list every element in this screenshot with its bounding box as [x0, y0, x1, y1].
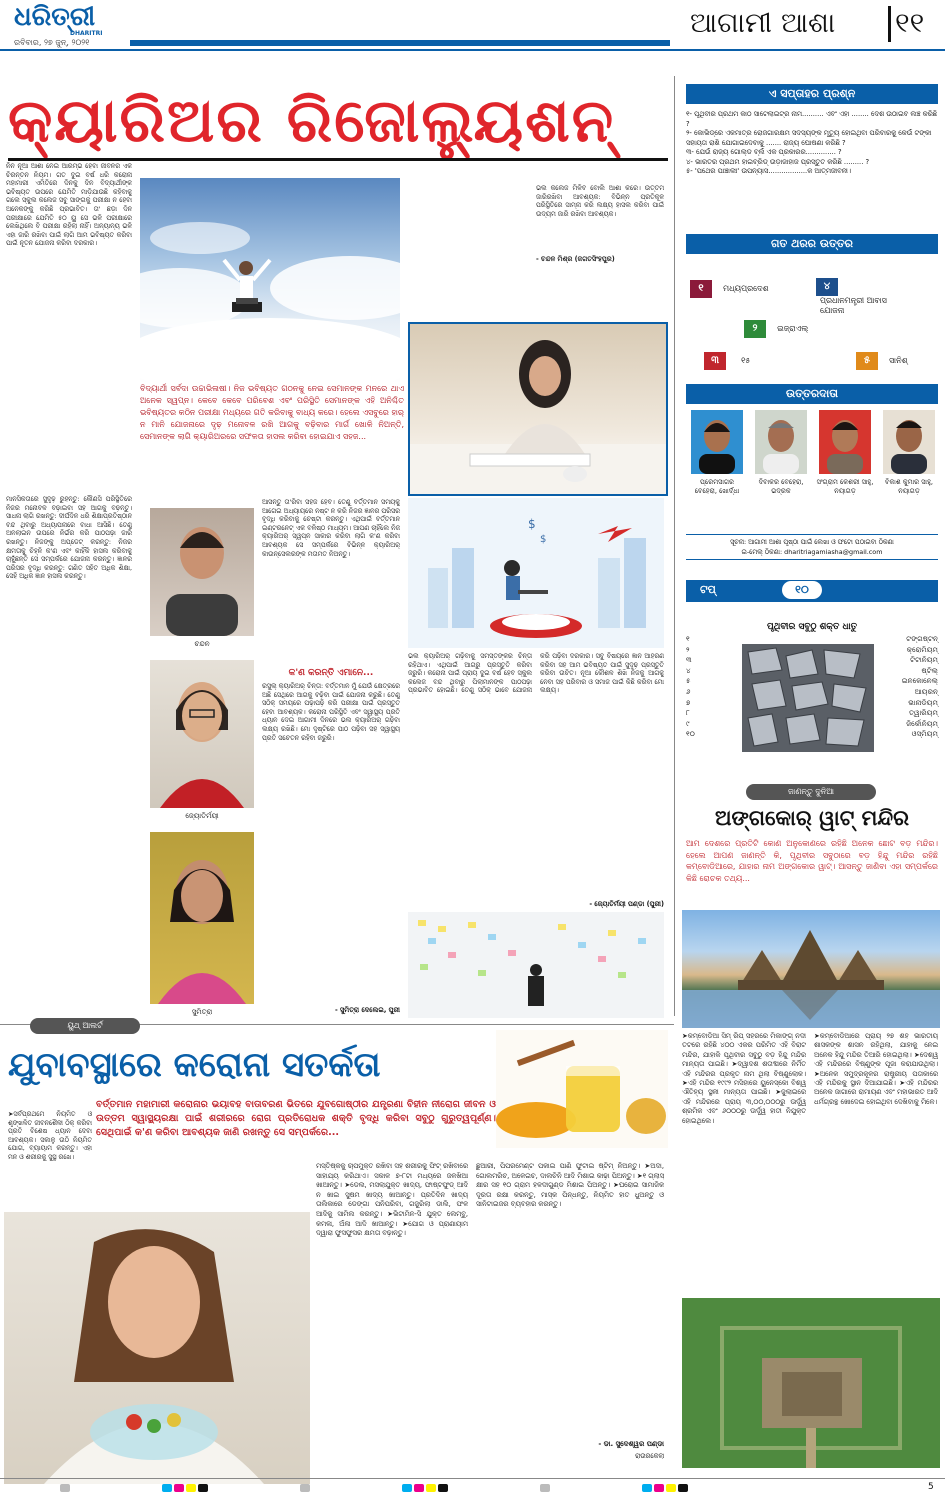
list-number: ୭ — [686, 697, 691, 707]
answer-number: ୫ — [856, 352, 878, 370]
article-col4: ଭଲ କ୍ୟାରିଅର୍ ଗଢ଼ିବାକୁ ସମସ୍ତଙ୍କର ଚିନ୍ତା ରହିଥାଏ। ଏଥିପାଇଁ ଆଗରୁ ପ୍ରସ୍ତୁତି କରିବା ଜରୁରି। କରୋନା ପାଇଁ ପ୍ରାୟ ଦୁଇ ବର୍ଷ ହେବ ସ୍କୁଲ କଲେଜ ବନ୍ଦ ଥିବାରୁ ପିଲାମାନଙ୍କ ପାଠପଢ଼ା ପ୍ରଭାବିତ ହୋଇଛି। ତେଣୁ ସଠିକ୍ ଭାବେ ଯୋଜନା କରି ପଢ଼ିବା ଦରକାର। ସବୁ ବିଷୟରେ ଜ୍ଞାନ ଆହରଣ କରିବା ସହ ଆମ ଭବିଷ୍ୟତ ପାଇଁ ସୁଦୃଢ଼ ପ୍ରସ୍ତୁତି କରିବା ଉଚିତ। ନୂଆ କୌଶଳ ଶିଖି ନିଜକୁ ଆଗକୁ ନେବା ସହ ପରିବାର ଓ ସମାଜ ପାଇଁ କିଛି କରିବା ମୋ ଲକ୍ଷ୍ୟ। — [408, 652, 664, 695]
main-headline: କ୍ୟାରିଅର ରିଜୋଲ୍ୟୁଶନ୍‌ — [8, 86, 616, 156]
reg-mark — [642, 1484, 652, 1492]
answer-1 — [690, 278, 800, 298]
reg-mark — [174, 1484, 184, 1492]
hero-cloud-image — [140, 178, 400, 383]
reg-mark — [162, 1484, 172, 1492]
answer-number: ୧ — [690, 280, 712, 298]
masthead-date: ରବିବାର, ୨୭ ଜୁନ୍, ୨୦୨୧ — [14, 38, 90, 47]
article-col4-byline: - ଜ୍ୟୋତିର୍ମୟୀ ପଣ୍ଡା (ପୁରୀ) — [589, 900, 664, 908]
youth-tag: ୟୁଥ୍ ଆଲର୍ଟ — [30, 1018, 140, 1034]
svg-text:$: $ — [540, 534, 547, 545]
temple-aerial-photo — [682, 1298, 940, 1468]
answer-text: ପ୍ରଧାନମନ୍ତ୍ରୀ ଆବାସ ଯୋଜନା — [820, 296, 887, 315]
winner-card — [752, 410, 810, 496]
list-number: ୧୦ — [686, 729, 695, 739]
youth-col3: ଛୁଆରୀ, ପିପରମେଣ୍ଟ ପକାଇ ପାଣି ଫୁଟାଇ ଷ୍ଟିମ୍ ନିଅନ୍ତୁ। ➤ଅଦା, ଗୋଲମରିଚ, ଅଳେଇଚ, ଦାଲଚିନି ଆଦି ମିଶାଇ କାଢ଼ା ପିଅନ୍ତୁ। ➤୧ ଗ୍ଲାସ୍ କ୍ଷୀର ସହ ୧୦ ଗ୍ରାମ ହଳଦୀଗୁଣ୍ଡ ମିଶାଇ ପିଅନ୍ତୁ। ➤ଘରୋଇ ସାମାଜିକ ଦୂରତା ରକ୍ଷା କରନ୍ତୁ, ମାସ୍କ ପିନ୍ଧନ୍ତୁ, ନିୟମିତ ହାତ ଧୁଅନ୍ତୁ ଓ ସାନିଟାଇଜର ବ୍ୟବହାର କରନ୍ତୁ। — [476, 1162, 664, 1209]
metal-name: ଆୟରନ୍ — [914, 686, 938, 696]
winner-photo — [691, 410, 743, 474]
person-photo-chandan — [150, 508, 254, 636]
youth-col1: ➤ସର୍ବପ୍ରଥମେ ନିୟମିତ ଓ ଶୃଙ୍ଖଳିତ ଜୀବନଶୈଳୀ ଠିକ୍ କରିବା ପ୍ରତି ବିଶେଷ ଧ୍ୟାନ ଦେବା ଆବଶ୍ୟକ। ସକାଳୁ ଉଠି ନିୟମିତ ଯୋଗ, ବ୍ୟାୟାମ କରନ୍ତୁ। ଏହା ମନ ଓ ଶରୀରକୁ ସୁସ୍ଥ ରଖେ। — [8, 1110, 92, 1161]
masthead-divider — [888, 6, 891, 42]
quiz-questions — [686, 110, 938, 228]
youth-byline: - ଡା. ସୁଦେଶ୍ୱର ପଣ୍ଡା — [598, 1440, 664, 1448]
temple-title: ଅଙ୍ଗକୋର୍ ୱାଟ୍ ମନ୍ଦିର — [714, 806, 910, 830]
list-number: ୧ — [686, 634, 690, 643]
temple-photo — [682, 910, 940, 1028]
contact-email: ଇ-ମେଲ୍ ଠିକଣା: dharitriagamiasha@gmail.com — [741, 548, 883, 556]
masthead — [0, 0, 945, 50]
list-number: ୫ — [686, 676, 691, 686]
winner-photo — [819, 410, 871, 474]
winner-name: ବିକାଶ କୁମାର ସାହୁ, ନୟାଗଡ଼ — [884, 478, 934, 495]
temple-intro: ଆମ ଦେଶରେ ପ୍ରତିଟି କୋଣ ଅନୁକୋଣରେ ରହିଛି ଅନେକ ଛୋଟ ବଡ଼ ମନ୍ଦିର। ହେଲେ ଆପଣ ଜାଣନ୍ତି କି, ପୃଥିବୀର ସବୁଠାରେ ବଡ଼ ହିନ୍ଦୁ ମନ୍ଦିର ରହିଛି କମ୍ବୋଡିଆରେ, ଯାହାର ନାମ ଅଙ୍ଗକୋର ୱାଟ୍। ଆସନ୍ତୁ ଜାଣିବା ଏହା ସମ୍ପର୍କରେ କିଛି ରୋଚକ ତଥ୍ୟ... — [686, 839, 938, 883]
woman-eating-salad-image — [4, 1212, 310, 1484]
knowledge-tag: ଜାଣନ୍ତୁ ଦୁନିଆ — [746, 784, 876, 800]
person-photo-sumitra — [150, 832, 254, 1004]
list-number: ୯ — [686, 718, 690, 728]
top10-list — [686, 634, 938, 762]
quiz-question: ୨- କୋଭିଡ୍‌ରେ ଏକମାତ୍ର ରୋଜଗାରକ୍ଷମ ସଦସ୍ୟଙ୍କ ମୃତ୍ୟୁ ହୋଇଥିବା ପରିବାରକୁ କେଉଁ ଟଙ୍କା ସହାୟତା ରାଶି ଯୋଗାଇଦେବାକୁ ....... ରାଜ୍ୟ ଘୋଷଣା କରିଛି ? — [686, 129, 932, 147]
top10-header — [686, 580, 938, 602]
quiz-question: ୪- ଭାରତର ପ୍ରଥମ ହାଇବ୍ରିଡ୍ ଉଡ଼ାଜାହାଜ ପ୍ରସ୍ତୁତ କରିଛି ......... ? — [686, 157, 870, 166]
winner-name: ପ୍ରେମସାଗର ବେହେରା, ଖୋର୍ଦ୍ଧା — [694, 478, 740, 495]
winner-card — [880, 410, 938, 496]
metal-name: ଟଙ୍ଗଷ୍ଟନ୍ — [906, 634, 938, 643]
metal-name: ଷ୍ଟିଲ୍ — [921, 665, 938, 675]
pull-quote: ବିଦ୍ୟାର୍ଥୀ ସର୍ବଦା ଉଚ୍ଚାଭିଳାଷୀ। ନିଜ ଭବିଷ୍ୟତ ଗଠନକୁ ନେଇ ସେମାନଙ୍କ ମନରେ ଥାଏ ଅନେକ ସ୍ୱପ୍ନ। କେବେ କେବେ ପରିବେଶ ଏବଂ ପରିସ୍ଥିତି ସେମାନଙ୍କ ଏହି ଅନିଶ୍ଚିତ ଭବିଷ୍ୟତର କଠିନ ପରୀକ୍ଷା ମଧ୍ୟରେ ଗତି କରିବାକୁ ବାଧ୍ୟ କରେ। ହେଲେ ଏସବୁରେ ହାର୍ ନ ମାନି ଯୋଜନାରେ ଦୃଢ଼ ମନୋବଳ ରଖି ଆଗକୁ ବଢ଼ିବାର ମାର୍ଗ ଖୋଳି ନିଅନ୍ତି, ସେମାନଙ୍କ ଲାଗି କ୍ୟାରିଅରରେ ସଫଳତା ହାସଲ କରିବା ହୋଇଯାଏ ସହଜ... — [140, 384, 404, 441]
reg-mark — [300, 1484, 310, 1492]
youth-headline: ଯୁବାବସ୍ଥାରେ କରୋନା ସତର୍କତା — [8, 1045, 381, 1085]
winner-photo — [883, 410, 935, 474]
youth-byline-sub: ରାଉରକେଲା — [635, 1452, 664, 1460]
sidebar-divider — [674, 76, 675, 1016]
reg-mark — [654, 1484, 664, 1492]
list-number: ୩ — [686, 655, 692, 665]
metal-name: ଭାନାଡିୟମ୍ — [908, 697, 938, 707]
answer-number: ୩ — [704, 352, 726, 370]
contact-note — [686, 534, 938, 560]
top10-label: ଟପ୍ — [700, 583, 716, 596]
masthead-logo: ଧରିତ୍ରୀ — [14, 2, 96, 32]
answer-3 — [704, 350, 814, 370]
top10-metals — [882, 634, 938, 740]
article-col1: ନିନ ନୂଆ ଆଶା ନେଇ ଆରମ୍ଭ ହେବା ଜୀବନର ଏକ ଚିରନ୍ତନ ନିୟମ। ଗତ ଦୁଇ ବର୍ଷ ଧରି କରୋନା ମହାମାରୀ ଏମିତିରେ ଦିନକୁ ଦିନ ବିଦ୍ୟାର୍ଥୀଙ୍କ ଭବିଷ୍ୟତ ଉପରେ ଯେମିତି ମାଡ଼ିଯାଉଛି କହିବାକୁ ଗଲେ ସ୍କୁଲ କଲେଜ ସବୁ ସାଙ୍ଗକୁ ପରୀକ୍ଷା ନ ହେବା ଅନେକଙ୍କୁ କରିଛି ପ୍ରଭାବିତ। ତା' ଛଡ଼ା ଦିନ ପରୀକ୍ଷାରେ ଯେମିତି ୫୦ ୟୁ ସେ ଭଳି ପରୀକ୍ଷାରେ ଲେଖିଥିଲେ ବି ପରୀକ୍ଷା ରହିଲା ନାହିଁ। ଅନ୍ୟାନ୍ୟ ଭଳି ଏହା ଜାରି ରଖିବା ପାଇଁ ଲାଗି ଆମ ଭବିଷ୍ୟତ କରିବା ପାଇଁ ନୂତନ ଯୋଜନା କରିବା ଦରକାର। — [6, 162, 132, 248]
answer-number: ୨ — [744, 320, 766, 338]
article-col3-b: ରସୁଲ୍ କ୍ୟାରିଅର୍ ଚିନ୍ତା: ବର୍ତ୍ତମାନ ମୁଁ ଯେଉଁ କ୍ଷେତ୍ରରେ ଅଛି ସେଥିରେ ଆଗକୁ ବଢ଼ିବା ପାଇଁ ଯୋଜନା କରୁଛି। ତେଣୁ ସଠିକ୍ ସମୟରେ ପଢ଼ାପଢ଼ି କରି ପରୀକ୍ଷା ପାଇଁ ପ୍ରସ୍ତୁତ ହେବା ଆବଶ୍ୟକ। କରୋନା ପରିସ୍ଥିତି ଏବଂ ସ୍ୱାସ୍ଥ୍ୟ ପ୍ରତି ଧ୍ୟାନ ଦେଇ ଆଗାମୀ ଦିନରେ ଭଲ କ୍ୟାରିଅର୍ ଗଢ଼ିବା ଲକ୍ଷ୍ୟ ରଖିଛି। ମୋ ଦୃଷ୍ଟିରେ ପାଠ ପଢ଼ିବା ସହ ସ୍ୱାସ୍ଥ୍ୟ ପ୍ରତି ସଚେତନ ରହିବା ଜରୁରି। — [262, 682, 400, 742]
article-col1-b: ମାନସିକତାରେ ସୁଦୃଢ଼ ରୁହନ୍ତୁ: କୌଣସି ପରିସ୍ଥିତିରେ ନିଜର ମନୋବଳ ବଢ଼ାଇବା ସହ ଆଗକୁ ବଢ଼ନ୍ତୁ। ସାଧନା ଲାଗି ରଖନ୍ତୁ: ଦୀର୍ଘଦିନ ଧରି ଶିକ୍ଷାପ୍ରତିଷ୍ଠାନ ବନ୍ଦ ଥିବାରୁ ଅଧ୍ୟାପନାରେ ବାଧା ଆସିଛି। ତେଣୁ ଅନଲାଇନ ଉପରେ ନିର୍ଭର କରି ପାଠପଢ଼ା ଜାରି ରଖନ୍ତୁ। ନିଜଙ୍କୁ ଅପ୍‌ଡେଟ୍ କରନ୍ତୁ: ନିଜର କ୍ଷମତାକୁ ଚିହ୍ନି କ'ଣ ଏବଂ କାହିଁକି ହାସଲ କରିବାକୁ ଚାହୁଁଛନ୍ତି ସେ ସମ୍ପର୍କରେ ଯୋଜନା କରନ୍ତୁ। ଜ୍ଞାନର ପରିସର ବୃଦ୍ଧି କରନ୍ତୁ: ଗଣିତ ସହିତ ଅଧିକ ଶିକ୍ଷା, ସେହି ଅଧିକ ଜ୍ଞାନ ହାସଲ କରନ୍ତୁ। — [6, 495, 132, 581]
metal-pieces-image — [742, 644, 874, 752]
list-number: ୮ — [686, 708, 690, 718]
temple-col1: ➤କମ୍ବୋଡିଆ ସିମ୍ ରିପ୍ ସହରରେ ମିକାଙ୍ଗ୍ ନଦୀ ତଟରେ ରହିଛି ୪୦୦ ଏକର ପରିମିତ ଏହି ବିରାଟ ମନ୍ଦିର, ଯାହାକି ପୃଥିବୀର ସବୁଠୁ ବଡ଼ ହିନ୍ଦୁ ମନ୍ଦିର ମାନ୍ୟତା ପାଇଛି। ➤ଦ୍ୱାଦଶ ଶତାବ୍ଦୀରେ ନିର୍ମିତ ଏହି ମନ୍ଦିରର ପ୍ରକୃତ ନାମ ଥିଲା ବିଷ୍ଣୁଲୋକ। ➤ଏହି ମନ୍ଦିର ୧୯୯୨ ମସିହାରେ ୟୁନେସ୍କୋ ବିଶ୍ୱ ଐତିହ୍ୟ ସ୍ଥଳୀ ମାନ୍ୟତା ପାଇଛି। ➤ଜୁଲାଇରେ ଏହି ମନ୍ଦିରରେ ପ୍ରାୟ ୩,୦୦,୦୦୦ରୁ ଊର୍ଦ୍ଧ୍ୱ ଶ୍ରମିକ ଏବଂ ୬୦୦୦ରୁ ଊର୍ଦ୍ଧ୍ୱ ହାତୀ ନିଯୁକ୍ତ ହୋଇଥିଲେ। — [682, 1032, 806, 1125]
reg-mark — [414, 1484, 424, 1492]
headline-shadow-bar — [8, 158, 668, 161]
career-illustration — [408, 498, 664, 648]
planning-board-image — [408, 912, 664, 1018]
reg-mark — [426, 1484, 436, 1492]
metal-name: ତ୍ୱାରିୟମ୍ — [909, 708, 938, 718]
masthead-logo-sub: DHARITRI — [70, 30, 103, 37]
article-col3-byline: - ସୁମିତ୍ରା ଦେଲେଇ, ପୁରୀ — [334, 1006, 400, 1014]
answer-2 — [744, 318, 894, 338]
metal-name: ଇନକୋନେଲ୍ — [901, 676, 938, 686]
winner-card — [816, 410, 874, 496]
list-number: ୪ — [686, 665, 691, 675]
quiz-question: ୩- ଯେଉଁ ରାଜ୍ୟ ଗୋଲ୍ଡ ବ୍ଲଁ ଏକ ପ୍ରକାରର.............. ? — [686, 148, 842, 156]
quiz-question: ୫- 'ପଥେର ପାଞ୍ଚାଲୀ' ଉପନ୍ୟାସ..................କ ଆତ୍ମଜୀବନୀ। — [686, 167, 851, 175]
contact-note-line: ସୂଚନା: ଆଗାମୀ ଆଶା ପୃଷ୍ଠା ପାଇଁ ଲେଖା ଓ ଫଟୋ ପଠାଇବା ଠିକଣା — [730, 538, 894, 546]
answer-text: ସାନିଶ୍ — [889, 355, 908, 365]
metal-name: କ୍ରୋମିୟମ୍ — [906, 644, 938, 654]
svg-text:$: $ — [528, 517, 536, 531]
article-subhead: କ'ଣ କରନ୍ତି ଏମାନେ... — [288, 668, 374, 678]
metal-name: ଜିର୍କୋନିୟମ୍ — [906, 718, 938, 728]
reg-mark — [540, 1484, 550, 1492]
masthead-section: ଆଗାମୀ ଆଶା — [690, 6, 836, 39]
winner-name: ଦିବାକର ବେହେରା, ଭଦ୍ରକ — [758, 478, 804, 495]
article-right-byline: - ଚନ୍ଦନ ମିଶ୍ର (ଜଗତସିଂହପୁର) — [536, 255, 615, 263]
answers-title: ଗତ ଥରର ଉତ୍ତର — [686, 234, 938, 254]
answer-text: ୧୫ — [741, 355, 751, 365]
winner-photo — [755, 410, 807, 474]
answer-5 — [856, 350, 938, 370]
footer-rule — [0, 1478, 945, 1479]
registration-marks — [60, 1484, 880, 1494]
reg-mark — [402, 1484, 412, 1492]
caption-chandan: ଚନ୍ଦନ — [194, 640, 210, 648]
winner-name: ସଂଗ୍ରାମ କେଶରୀ ସାହୁ, ନୟାଗଡ଼ — [816, 478, 874, 495]
metal-name: ଟିଟାନିୟମ୍ — [910, 655, 938, 665]
masthead-page-no: ୧୧ — [895, 6, 925, 39]
reg-mark — [438, 1484, 448, 1492]
reg-mark — [186, 1484, 196, 1492]
reg-mark — [60, 1484, 70, 1492]
youth-intro: ବର୍ତ୍ତମାନ ମହାମାରୀ କରୋନାର ଭୟାବହ ବାତାବରଣ ଭିତରେ ଯୁବଗୋଷ୍ଠୀର ଯନ୍ତ୍ରଣା ବିହୀନ ନୀରୋଗ ଜୀବନ ଓ ଉତ୍ତମ ସ୍ୱାସ୍ଥ୍ୟରକ୍ଷା ପାଇଁ ଶରୀରରେ ରୋଗ ପ୍ରତିରୋଧକ ଶକ୍ତି ବୃଦ୍ଧି କରିବା ସବୁଠୁ ଗୁରୁତ୍ୱପୂର୍ଣ୍ଣ। ସେଥିପାଇଁ କ'ଣ କରିବା ଆବଶ୍ୟକ ଜାଣି ରଖନ୍ତୁ ସେ ସମ୍ପର୍କରେ... — [96, 1099, 496, 1138]
woman-writing-image — [408, 322, 668, 496]
quiz-title: ଏ ସପ୍ତାହର ପ୍ରଶ୍ନ — [686, 84, 938, 104]
article-right-top: ଭଲ କଲେଜ ମିଳିବ ବୋଲି ଆଶା କରେ। ଉତ୍ତମ ଜାରିରଖିବା ଆବଶ୍ୟକ: ବିଭିନ୍ନ ପ୍ରତିକୂଳ ପରିସ୍ଥିତିରେ ସାମ୍ନା କରି ଲକ୍ଷ୍ୟ ହାସଲ କରିବା ପାଇଁ ଉଦ୍ୟମ ଜାରି ରଖିବା ଆବଶ୍ୟକ। — [536, 184, 664, 218]
answer-4 — [816, 276, 938, 316]
list-number: ୨ — [686, 644, 690, 654]
turmeric-drink-image — [496, 1030, 668, 1148]
person-photo-jyotirmayee — [150, 660, 254, 808]
metal-name: ଓସ୍ମିୟମ୍ — [911, 729, 938, 739]
masthead-rule — [0, 49, 945, 51]
winner-card — [688, 410, 746, 496]
reg-mark — [678, 1484, 688, 1492]
reg-mark — [198, 1484, 208, 1492]
article-col3: ଆସନ୍ତୁ ତା'ରିବା ସହଜ ହେବ। ତେଣୁ ବର୍ତ୍ତମାନ ସମୟକୁ ଆଗେଇ ଅଧ୍ୟାୟରେ ନଷ୍ଟ ନ କରି ନିଜର ଜ୍ଞାନର ପରିସର ବୃଦ୍ଧି କରିବାକୁ ଚେଷ୍ଟା କରନ୍ତୁ। ଏଥିପାଇଁ ବର୍ତ୍ତମାନ ଇଣ୍ଟରନେଟ୍ ଏକ ବଳିଷ୍ଠ ମାଧ୍ୟମ। ଆପଣ ଚାହିଁଲେ ନିଜ କ୍ୟାରିଅର୍ ସ୍ୱପ୍ନ ସାକାର କରିବା ଲାଗି କ'ଣ କରିବା ଆବଶ୍ୟକ ସେ ସମ୍ପର୍କରେ ବିଭିନ୍ନ କ୍ୟାରିଅର୍ କାଉନ୍‌ସେଲରଙ୍କ ମତାମତ ନିଅନ୍ତୁ। — [262, 498, 400, 558]
winners-title: ଉତ୍ତରଦାତା — [686, 384, 938, 404]
answer-number: ୪ — [816, 278, 838, 296]
quiz-question: ୧- ପୃଥିବୀର ପ୍ରଥମ କାଠ ସାଟେଲାଇଟ୍‌ର ନାମ.......... ଏବଂ ଏହା ........ ଦେଶ ଉଠାଇବ ଲଞ୍ଚ କରିଛି ? — [686, 110, 938, 128]
list-number: ୬ — [686, 686, 691, 696]
reg-mark — [666, 1484, 676, 1492]
temple-col2: ➤କମ୍ବୋଡିଆରେ ପ୍ରାୟ ୨୭ ଶହ ଭାରତୀୟ ଶାସକଙ୍କ ଶାସନ ରହିଥିଲା, ଯାହାକୁ ନେଇ ଅନେକ ହିନ୍ଦୁ ମନ୍ଦିର ତିଆରି ହୋଇଥିଲା। ➤ଦେଶ୍ୱ ଏହି ମନ୍ଦିରରେ ବିଷ୍ଣୁଙ୍କ ପୂଜା କରାଯାଉଥିଲା। ➤ଅନେକ ସମୁଦ୍ରକୂଳର ରାଷ୍ଟ୍ରୀୟ ପତାକାରେ ଏହି ମନ୍ଦିରକୁ ସ୍ଥାନ ଦିଆଯାଇଛି। ➤ଏହି ମନ୍ଦିରର ଅନେକ ଜାଗାରେ ରାମାୟଣ ଏବଂ ମହାଭାରତ ଆଦି ଧର୍ମଗ୍ରନ୍ଥ ଖୋଦେଇ ହୋଇଥିବା ଦେଖିବାକୁ ମିଳେ। — [814, 1032, 938, 1106]
top10-title: ପୃଥିବୀର ସବୁଠୁ ଶକ୍ତ ଧାତୁ — [766, 622, 858, 632]
top10-numbers — [686, 634, 700, 740]
youth-col2: ମସ୍ତିଷ୍କକୁ ଚାପମୁକ୍ତ ରଖିବା ସହ ଶରୀରକୁ ଫିଟ୍ ରଖିବାରେ ସାହାଯ୍ୟ କରିଥାଏ। ସକାଳ ୭-୮ଟା ମଧ୍ୟରେ ଜଳଖିଆ ଖାଆନ୍ତୁ। ➤ଡେଲ, ମସଲାଯୁକ୍ତ ଖାଦ୍ୟ, ଫାଷ୍ଟଫୁଡ୍ ଆଦି ନ ଖାଇ ସୁଷମ ଖାଦ୍ୟ ଖାଆନ୍ତୁ। ପ୍ରତିଦିନ ଖାଦ୍ୟ ତାଲିକାରେ ଡେଙ୍ଗା ପନିପରିବା, ଗଜୁରିଲା ଡାଲି, ଫଳ ଆଦିକୁ ସାମିଲ କରନ୍ତୁ। ➤ଭିଟାମିନ-ସି ଯୁକ୍ତ ଲେମ୍ବୁ, କମଳା, ଅଁଳା ଆଦି ଖାଆନ୍ତୁ। ➤ଯୋଗ ଓ ପ୍ରାଣାୟାମ ଦ୍ୱାରା ଫୁସଫୁସର କ୍ଷମତା ବଢ଼ାନ୍ତୁ। — [316, 1162, 468, 1238]
top10-number: ୧୦ — [782, 581, 822, 599]
footer-page-number: 5 — [928, 1482, 934, 1492]
caption-jyotirmayee: ଜ୍ୟୋତିର୍ମୟୀ — [185, 812, 219, 820]
caption-sumitra: ସୁମିତ୍ରା — [191, 1008, 213, 1016]
answer-text: ଇଜ୍ରାଏଲ୍ — [777, 323, 809, 333]
masthead-bar — [130, 40, 670, 46]
answer-text: ମଧ୍ୟପ୍ରଦେଶ — [723, 283, 769, 293]
